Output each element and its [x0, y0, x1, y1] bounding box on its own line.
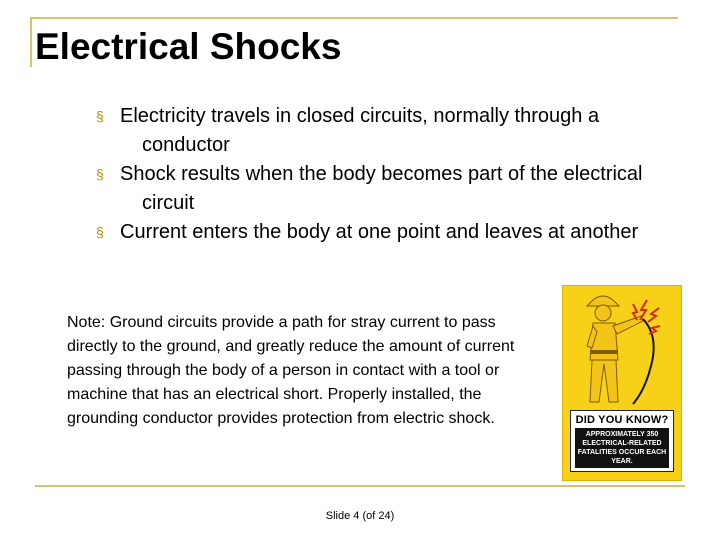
bullet-text: Shock results when the body becomes part of the electrical circuit — [120, 163, 643, 214]
did-you-know-box — [570, 410, 674, 472]
bullet-marker-icon: § — [96, 166, 104, 182]
poster-body: APPROXIMATELY 350 ELECTRICAL-RELATED FATALITIES OCCUR EACH YEAR. — [575, 428, 669, 468]
bullet-item — [98, 218, 688, 247]
bullet-marker-icon: § — [96, 224, 104, 240]
safety-poster — [562, 285, 682, 481]
title-rule-top — [30, 17, 678, 19]
bullet-text: Current enters the body at one point and leaves at another — [120, 221, 639, 243]
electrician-figure-icon — [563, 286, 683, 410]
poster-heading: DID YOU KNOW? — [575, 414, 669, 426]
bullet-marker-icon: § — [96, 108, 104, 124]
bullet-list — [98, 102, 688, 247]
bullet-text: Electricity travels in closed circuits, normally through a conductor — [120, 105, 600, 156]
bottom-rule — [35, 485, 685, 487]
bullet-item — [98, 160, 688, 218]
title-rule-left — [30, 17, 32, 67]
slide-title: Electrical Shocks — [35, 26, 342, 67]
note-paragraph: Note: Ground circuits provide a path for stray current to pass directly to the ground, and greatly reduce the amount of current passing through the body of a person in contact with a tool or machine that has an electrical short. Properly installed, the grounding conductor provides protection from electric shock. — [67, 314, 515, 427]
slide-number: Slide 4 (of 24) — [325, 510, 395, 522]
bullet-item — [98, 102, 688, 160]
